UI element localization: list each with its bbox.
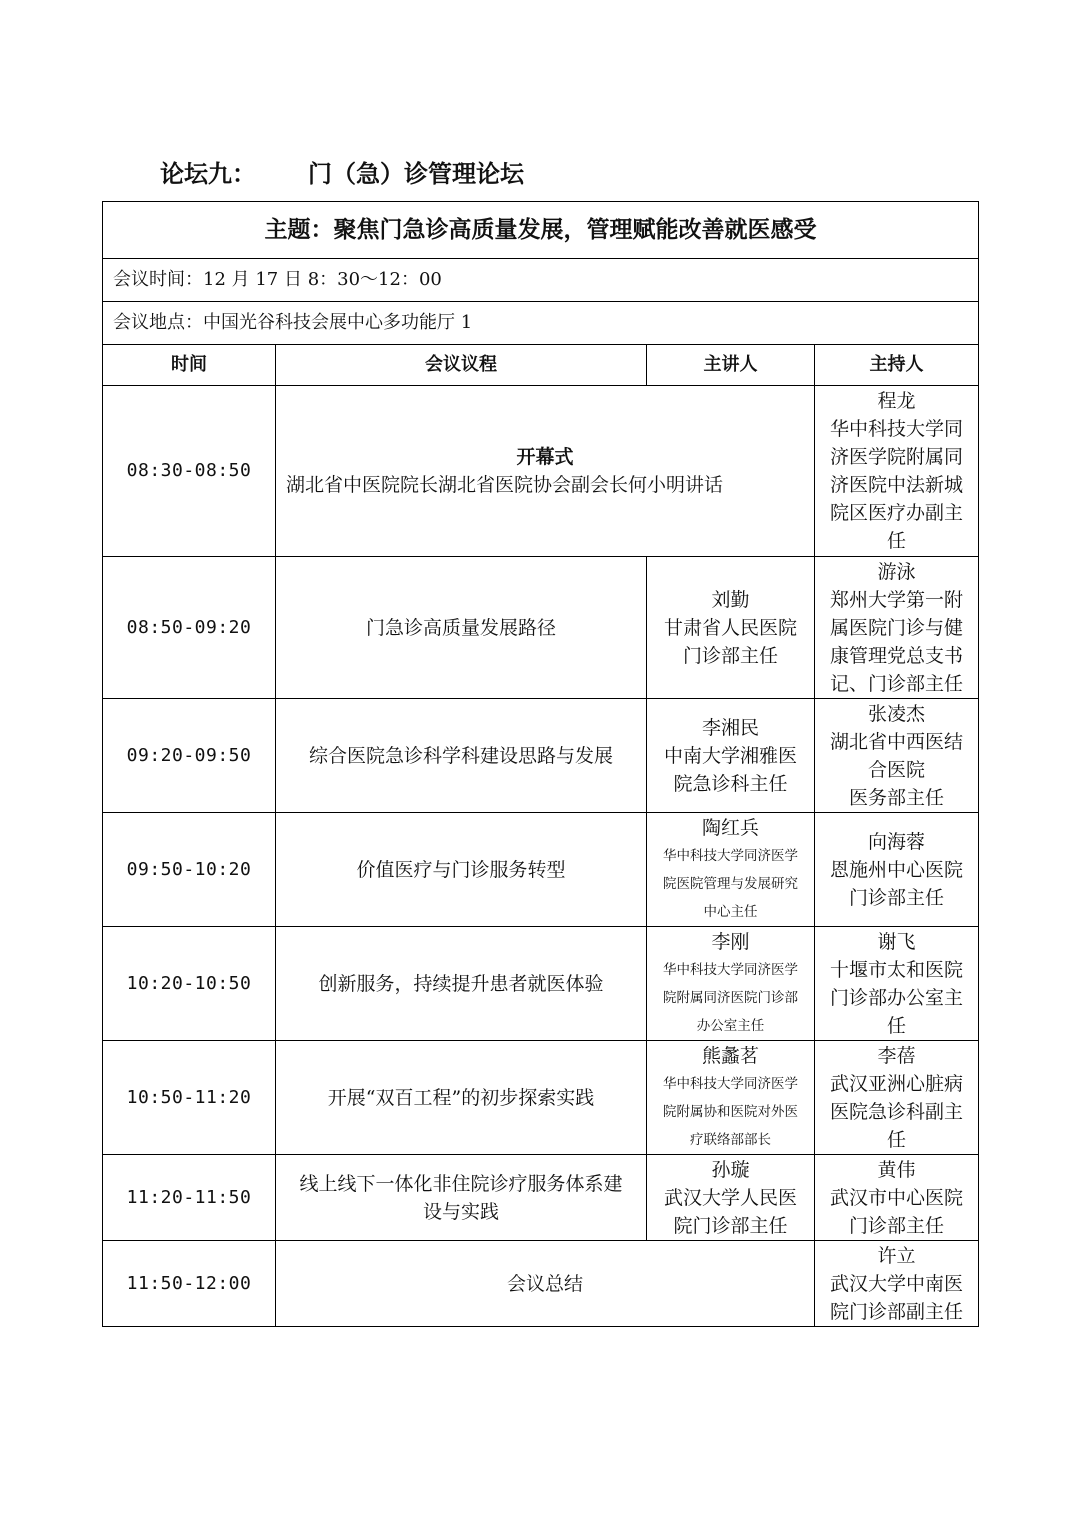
host-title-line: 济医院中法新城 [829,474,963,496]
opening-session [276,386,815,557]
speaker-title-line: 华中科技大学同济医学 [663,847,798,864]
speaker-title-line: 院医院管理与发展研究 [663,875,798,892]
host-title-line: 记、门诊部主任 [829,672,963,695]
host-title-line: 任 [886,1014,906,1037]
session-topic: 创新服务，持续提升患者就医体验 [276,927,647,1041]
session-topic: 综合医院急诊科学科建设思路与发展 [276,699,647,813]
speaker-name: 熊蠡茗 [701,1044,759,1067]
host-name: 谢飞 [877,930,916,953]
session-time: 08:50-09:20 [103,557,276,699]
host-cell [815,1241,979,1327]
host-title-line: 门诊部办公室主 [829,986,963,1009]
host-title-line: 医务部主任 [848,786,944,809]
topic-line: 线上线下一体化非住院诊疗服务体系建 [299,1172,623,1195]
host-title-line: 院门诊部副主任 [829,1300,963,1323]
speaker-title-line: 武汉大学人民医 [663,1186,797,1209]
host-cell [815,813,979,927]
table-row [103,927,979,1041]
host-name: 许立 [877,1244,916,1267]
speaker-title-line: 院急诊科主任 [673,772,788,795]
host-name: 张凌杰 [867,702,925,725]
host-cell [815,1155,979,1241]
table-row [103,386,979,557]
host-title-line: 华中科技大学同 [829,418,963,440]
host-name: 游泳 [877,560,916,583]
speaker-title-line: 办公室主任 [696,1017,765,1034]
session-time: 09:50-10:20 [103,813,276,927]
speaker-cell [647,699,815,813]
speaker-title-line: 疗联络部部长 [690,1131,771,1148]
column-header-agenda: 会议议程 [276,345,647,386]
meeting-location: 会议地点：中国光谷科技会展中心多功能厅 1 [103,302,979,345]
host-title-line: 任 [886,530,906,552]
speaker-name: 孙璇 [711,1158,750,1181]
column-header-speaker: 主讲人 [647,345,815,386]
host-title-line: 恩施州中心医院 [829,858,963,881]
host-name: 黄伟 [877,1158,916,1181]
opening-title: 开幕式 [516,446,574,468]
session-time: 11:50-12:00 [103,1241,276,1327]
host-cell [815,1041,979,1155]
host-title-line: 医院急诊科副主 [829,1100,963,1123]
speaker-name: 陶红兵 [701,816,759,839]
host-title-line: 武汉市中心医院 [829,1186,963,1209]
host-cell [815,557,979,699]
forum-label: 论坛九： [160,160,256,188]
topic-line: 设与实践 [422,1200,499,1223]
session-topic: 门急诊高质量发展路径 [276,557,647,699]
host-title-line: 门诊部主任 [848,886,944,909]
forum-title [160,154,524,189]
table-row [103,1241,979,1327]
host-title-line: 十堰市太和医院 [829,958,963,981]
speaker-title-line: 甘肃省人民医院 [663,616,797,639]
column-header-time: 时间 [103,345,276,386]
host-title-line: 湖北省中西医结 [829,730,963,753]
host-name: 程龙 [877,390,916,412]
table-row [103,813,979,927]
speaker-title-line: 华中科技大学同济医学 [663,961,798,978]
session-summary: 会议总结 [276,1241,815,1327]
session-topic: 价值医疗与门诊服务转型 [276,813,647,927]
host-title-line: 济医学院附属同 [829,446,963,468]
host-title-line: 郑州大学第一附 [829,588,963,611]
speaker-title-line: 中南大学湘雅医 [663,744,797,767]
host-cell [815,699,979,813]
table-row [103,557,979,699]
host-title-line: 门诊部主任 [848,1214,944,1237]
host-name: 李蓓 [877,1044,916,1067]
opening-description: 湖北省中医院院长湖北省医院协会副会长何小明讲话 [286,474,724,496]
session-time: 09:20-09:50 [103,699,276,813]
speaker-cell [647,1041,815,1155]
speaker-cell [647,813,815,927]
speaker-name: 李湘民 [701,716,759,739]
host-name: 向海蓉 [867,830,925,853]
agenda-table [102,201,979,1327]
speaker-name: 李刚 [711,930,750,953]
table-row [103,1155,979,1241]
speaker-title-line: 院附属同济医院门诊部 [663,989,798,1006]
column-header-host: 主持人 [815,345,979,386]
speaker-title-line: 中心主任 [703,903,758,920]
speaker-name: 刘勤 [711,588,750,611]
forum-name: 门（急）诊管理论坛 [308,160,524,188]
speaker-cell [647,1155,815,1241]
table-row [103,1041,979,1155]
table-row [103,699,979,813]
speaker-cell [647,557,815,699]
speaker-title-line: 院门诊部主任 [673,1214,788,1237]
host-title-line: 任 [886,1128,906,1151]
session-time: 08:30-08:50 [103,386,276,557]
session-time: 10:50-11:20 [103,1041,276,1155]
theme-heading: 主题：聚焦门急诊高质量发展，管理赋能改善就医感受 [103,202,979,259]
speaker-title-line: 华中科技大学同济医学 [663,1075,798,1092]
session-time: 11:20-11:50 [103,1155,276,1241]
session-topic: 开展“双百工程”的初步探索实践 [276,1041,647,1155]
host-title-line: 武汉大学中南医 [829,1272,963,1295]
header-row [103,345,979,386]
host-title-line: 康管理党总支书 [829,644,963,667]
session-topic [276,1155,647,1241]
speaker-title-line: 院附属协和医院对外医 [663,1103,798,1120]
host-cell [815,927,979,1041]
host-title-line: 属医院门诊与健 [829,616,963,639]
host-title-line: 武汉亚洲心脏病 [829,1072,963,1095]
meeting-time: 会议时间：12 月 17 日 8：30～12：00 [103,259,979,302]
speaker-cell [647,927,815,1041]
host-cell [815,386,979,557]
session-time: 10:20-10:50 [103,927,276,1041]
host-title-line: 合医院 [867,758,925,781]
speaker-title-line: 门诊部主任 [682,644,778,667]
host-title-line: 院区医疗办副主 [829,502,963,524]
